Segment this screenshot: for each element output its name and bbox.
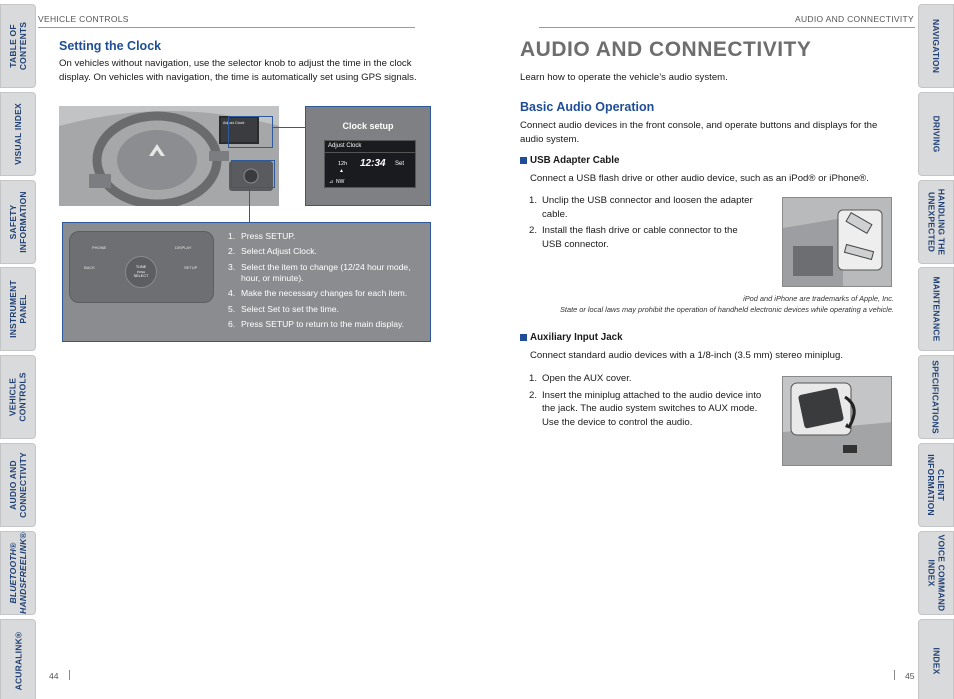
chapter-tab-label: HANDLING THE UNEXPECTED <box>926 188 946 255</box>
clock-set-option[interactable]: Set <box>395 161 405 167</box>
right-header-rule <box>539 27 915 28</box>
clock-setup-callout <box>305 106 431 206</box>
right-running-head: AUDIO AND CONNECTIVITY <box>794 14 914 24</box>
clock-steps-list <box>228 231 428 334</box>
step-number: 1. <box>228 231 236 241</box>
bullet-square-icon <box>520 334 527 341</box>
list-item <box>529 224 759 251</box>
step-number: 2. <box>228 246 236 257</box>
aux-illustration <box>783 377 892 466</box>
clock-display-screen <box>324 140 416 188</box>
chapter-tab-left-7[interactable] <box>0 531 36 615</box>
chapter-tab-right-4[interactable] <box>918 267 954 351</box>
left-running-head: VEHICLE CONTROLS <box>38 14 129 24</box>
chapter-tab-label: SAFETY INFORMATION <box>8 190 29 253</box>
list-item <box>228 246 428 258</box>
chapter-tab-label: VEHICLE CONTROLS <box>8 372 29 422</box>
panel-display-label: DISPLAY <box>175 245 192 250</box>
small-screen-title: Adjust Clock <box>223 121 245 125</box>
chapter-tab-right-2[interactable] <box>918 92 954 176</box>
chapter-tab-label: NAVIGATION <box>931 18 942 74</box>
list-item <box>529 194 759 221</box>
step-text: Unclip the USB connector and loosen the adapter cable. <box>542 195 753 220</box>
list-item <box>228 288 428 300</box>
step-number: 1. <box>529 195 538 206</box>
compass-icon: ⊿ <box>329 179 334 185</box>
list-item <box>228 262 428 285</box>
knob-highlight-box <box>231 160 275 188</box>
aux-heading: Auxiliary Input Jack <box>520 332 623 343</box>
step-text: Insert the miniplug attached to the audio device into the jack. The audio system switches to AUX mode. Use the device to control the audio. <box>542 389 762 428</box>
chapter-tab-label: MAINTENANCE <box>931 276 942 342</box>
chapter-tab-label: AUDIO AND CONNECTIVITY <box>8 452 28 518</box>
step-text: Select the item to change (12/24 hour mode, hour, or minute). <box>241 261 411 284</box>
chapter-tab-right-5[interactable] <box>918 355 954 439</box>
step-text: Press SETUP. <box>241 231 296 241</box>
clock-mode-12h[interactable]: 12h <box>338 161 348 167</box>
mode-arrow-icon: ▲ <box>339 168 344 174</box>
clock-time-value[interactable]: 12:34 <box>360 158 386 169</box>
list-item <box>228 231 428 243</box>
chapter-tab-left-4[interactable] <box>0 267 36 351</box>
law-note: State or local laws may prohibit the operation of handheld electronic devices while operating a vehicle. <box>559 305 894 314</box>
step-text: Select Set to set the time. <box>241 303 339 314</box>
chapter-tab-label: TABLE OF CONTENTS <box>8 21 29 71</box>
usb-heading: USB Adapter Cable <box>520 155 619 166</box>
compass-heading: NW <box>336 179 345 185</box>
step-number: 4. <box>228 288 236 299</box>
left-page-number: 44 <box>49 671 59 681</box>
basic-audio-text: Connect audio devices in the front console, and operate buttons and displays for the audio system. <box>520 120 878 145</box>
chapter-tab-left-5[interactable] <box>0 355 36 439</box>
setting-clock-intro: On vehicles without navigation, use the selector knob to adjust the time in the clock display. On vehicles with navigation, the time is automatically set using GPS signals. <box>59 58 417 83</box>
panel-phone-label: PHONE <box>92 245 107 250</box>
chapter-tab-right-6[interactable] <box>918 443 954 527</box>
aux-steps-list <box>529 372 769 432</box>
step-text: Open the AUX cover. <box>542 373 632 384</box>
chapter-tab-left-2[interactable] <box>0 92 36 176</box>
chapter-tab-label: INSTRUMENT PANEL <box>8 280 29 339</box>
step-text: Install the flash drive or cable connector to the USB connector. <box>542 225 738 250</box>
step-number: 3. <box>228 261 236 272</box>
step-number: 2. <box>529 389 538 401</box>
panel-setup-label: SETUP <box>184 265 198 270</box>
usb-illustration <box>783 198 892 287</box>
basic-audio-heading: Basic Audio Operation <box>520 100 655 114</box>
chapter-tab-left-8[interactable] <box>0 619 36 699</box>
list-item <box>228 319 428 331</box>
usb-connector-photo <box>782 197 892 287</box>
list-item <box>529 372 769 386</box>
chapter-tab-label: CLIENT INFORMATION <box>926 454 947 516</box>
step-number: 6. <box>228 318 236 329</box>
setting-clock-heading: Setting the Clock <box>59 39 162 53</box>
aux-text: Connect standard audio devices with a 1/8-inch (3.5 mm) stereo miniplug. <box>530 350 844 361</box>
chapter-tab-right-1[interactable] <box>918 4 954 88</box>
clock-screen-title: Adjust Clock <box>328 143 362 149</box>
step-text: Press SETUP to return to the main display. <box>241 318 405 329</box>
usb-text: Connect a USB flash drive or other audio device, such as an iPod® or iPhone®. <box>530 173 869 184</box>
panel-back-label: BACK <box>84 265 95 270</box>
chapter-tab-right-7[interactable] <box>918 531 954 615</box>
usb-steps-list <box>529 194 759 254</box>
chapter-tab-left-3[interactable] <box>0 180 36 264</box>
chapter-tab-right-3[interactable] <box>918 180 954 264</box>
list-item <box>228 304 428 316</box>
bullet-square-icon <box>520 157 527 164</box>
trademark-note: iPod and iPhone are trademarks of Apple, Inc. <box>743 294 894 303</box>
aux-jack-photo <box>782 376 892 466</box>
chapter-tab-right-8[interactable] <box>918 619 954 699</box>
step-text: Select Adjust Clock. <box>241 246 317 257</box>
chapter-tab-label: SPECIFICATIONS <box>931 360 942 434</box>
chapter-tab-left-6[interactable] <box>0 443 36 527</box>
selector-knob: TUNE PUSH SELECT <box>125 256 157 288</box>
chapter-tab-label: VISUAL INDEX <box>13 102 24 165</box>
clock-setup-title: Clock setup <box>342 121 394 131</box>
chapter-tab-left-1[interactable] <box>0 4 36 88</box>
step-number: 2. <box>529 225 538 236</box>
audio-control-panel-illustration <box>69 231 214 303</box>
list-item <box>529 389 769 430</box>
right-page-number: 45 <box>905 671 915 681</box>
callout-connector-line <box>273 127 305 128</box>
screen-highlight-box <box>228 116 273 148</box>
steps-connector-line <box>249 188 250 222</box>
chapter-tab-label: VOICE COMMAND INDEX <box>926 534 946 612</box>
chapter-intro: Learn how to operate the vehicle’s audio system. <box>520 72 728 83</box>
chapter-tab-label: BLUETOOTH® HANDSFREELINK® <box>8 531 29 614</box>
step-number: 1. <box>529 373 538 384</box>
chapter-tab-label: ACURALINK® <box>13 631 24 690</box>
chapter-tab-label: INDEX <box>930 647 941 675</box>
left-header-rule <box>38 27 415 28</box>
chapter-title: AUDIO AND CONNECTIVITY <box>520 38 812 61</box>
step-text: Make the necessary changes for each item. <box>241 288 408 299</box>
chapter-tab-label: DRIVING <box>931 115 942 153</box>
step-number: 5. <box>228 303 236 314</box>
